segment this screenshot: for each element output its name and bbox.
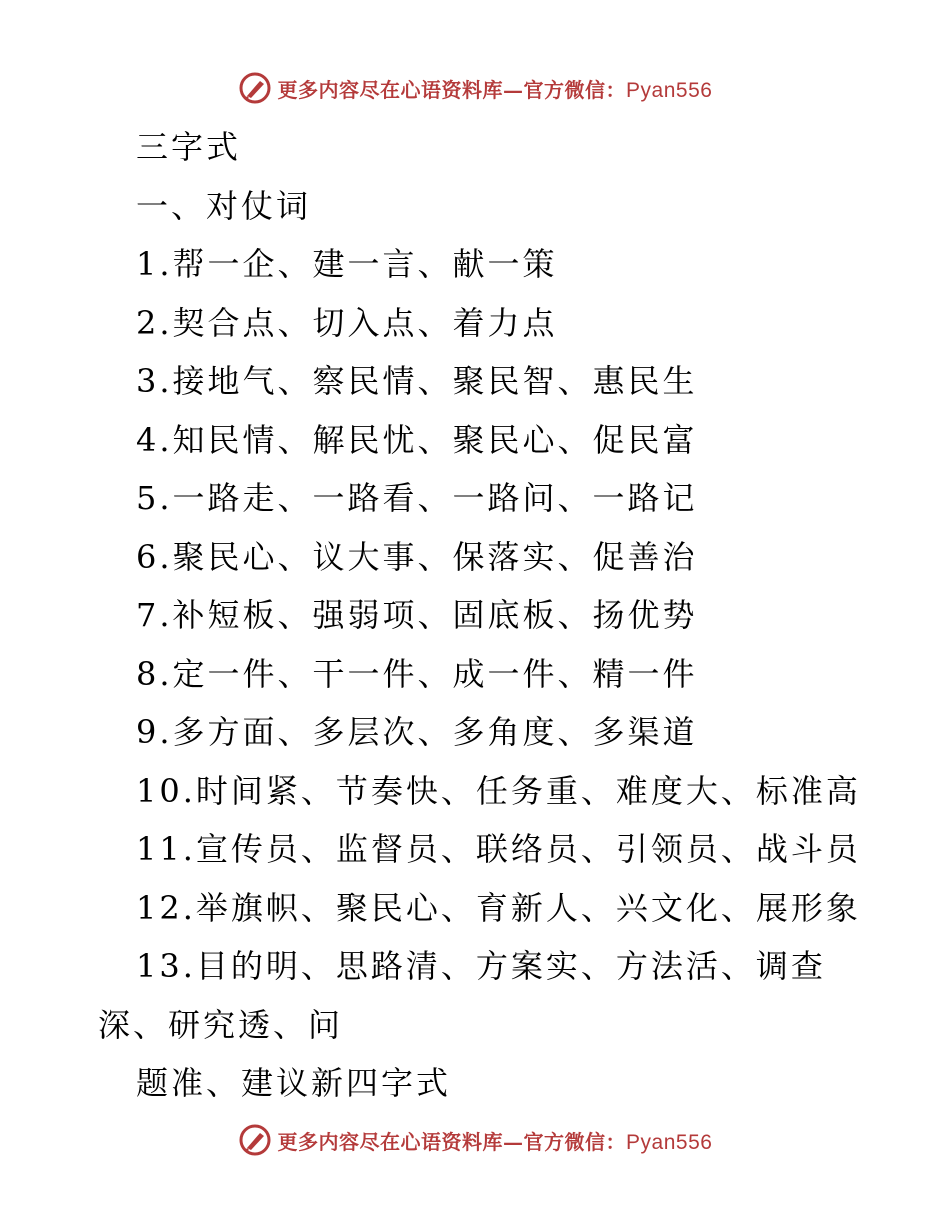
list-item: 7.补短板、强弱项、固底板、扬优势 <box>136 596 698 634</box>
list-item: 10.时间紧、节奏快、任务重、难度大、标准高 <box>136 771 861 810</box>
list-item-continuation: 题准、建议新四字式 <box>136 1064 452 1102</box>
header-banner-text <box>278 74 713 103</box>
header-watermark-banner <box>0 68 950 108</box>
subsection-title: 一、对仗词 <box>136 186 312 225</box>
document-body <box>0 118 950 1113</box>
pen-logo-icon <box>238 1123 272 1157</box>
list-item: 12.举旗帜、聚民心、育新人、兴文化、展形象 <box>136 888 861 927</box>
list-item: 5.一路走、一路看、一路问、一路记 <box>136 479 698 517</box>
list-item: 4.知民情、解民忧、聚民心、促民富 <box>136 420 698 459</box>
list-item: 9.多方面、多层次、多角度、多渠道 <box>136 713 698 751</box>
list-item-continuation: 深、研究透、问 <box>98 1005 344 1044</box>
list-item: 13.目的明、思路清、方案实、方法活、调查 <box>136 947 826 985</box>
section-title: 三字式 <box>136 128 242 166</box>
list-item: 2.契合点、切入点、着力点 <box>136 303 558 342</box>
list-item: 1.帮一企、建一言、献一策 <box>136 245 558 283</box>
header-banner-cn: 更多内容尽在心语资料库—官方微信： <box>277 77 627 102</box>
header-banner-wechat-id: Pyan556 <box>626 78 713 102</box>
pen-logo-icon <box>238 71 272 105</box>
list-item: 3.接地气、察民情、聚民智、惠民生 <box>136 362 698 400</box>
list-item: 6.聚民心、议大事、保落实、促善治 <box>136 537 698 576</box>
list-item: 11.宣传员、监督员、联络员、引领员、战斗员 <box>136 830 861 868</box>
list-item: 8.定一件、干一件、成一件、精一件 <box>136 654 698 693</box>
footer-banner-text <box>278 1126 713 1155</box>
footer-banner-wechat-id: Pyan556 <box>626 1130 713 1154</box>
footer-watermark-banner <box>0 1120 950 1160</box>
footer-banner-cn: 更多内容尽在心语资料库—官方微信： <box>277 1129 627 1154</box>
